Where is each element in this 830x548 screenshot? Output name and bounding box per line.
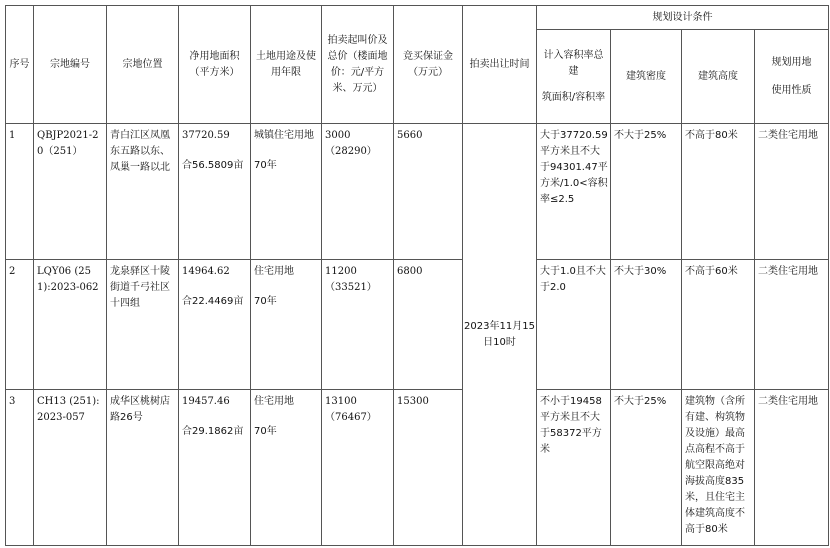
header-start-price: 拍卖起叫价及总价（楼面地价：元/平方米、万元） [322, 6, 394, 124]
price-total: （33521） [325, 282, 377, 293]
area-value: 19457.46 [182, 396, 230, 407]
row-price [322, 260, 394, 390]
use-years: 70年 [254, 296, 277, 307]
header-seq: 序号 [6, 6, 34, 124]
header-far: 计入容积率总建 筑面积/容积率 [537, 30, 611, 124]
header-planning-conditions: 规划设计条件 [537, 6, 829, 30]
row-price [322, 390, 394, 546]
table-row [6, 260, 829, 390]
area-value: 37720.59 [182, 130, 230, 141]
header-land-use: 规划用地 使用性质 [755, 30, 829, 124]
price-value: 11200 [325, 266, 357, 277]
row-density: 不大于30% [611, 260, 682, 390]
row-seq: 1 [6, 124, 34, 260]
row-location: 青白江区凤凰东五路以东、凤巢一路以北 [107, 124, 179, 260]
row-area [179, 390, 251, 546]
header-location: 宗地位置 [107, 6, 179, 124]
row-area [179, 124, 251, 260]
row-use [251, 124, 322, 260]
row-use [251, 390, 322, 546]
header-code: 宗地编号 [34, 6, 107, 124]
row-code: QBJP2021-20（251） [34, 124, 107, 260]
row-height: 不高于60米 [682, 260, 755, 390]
row-height: 建筑物（含所有建、构筑物及设施）最高点高程不高于航空限高绝对海拔高度835米，且住宅主体建筑高度不高于80米 [682, 390, 755, 546]
price-value: 3000 [325, 130, 351, 141]
row-area [179, 260, 251, 390]
use-years: 70年 [254, 426, 277, 437]
row-deposit: 6800 [394, 260, 463, 390]
row-deposit: 15300 [394, 390, 463, 546]
header-area: 净用地面积（平方米） [179, 6, 251, 124]
area-mu: 合29.1862亩 [182, 426, 244, 437]
price-total: （28290） [325, 146, 377, 157]
row-location: 成华区桃树店路26号 [107, 390, 179, 546]
header-auction-time: 拍卖出让时间 [463, 6, 537, 124]
row-code: LQY06 (251):2023-062 [34, 260, 107, 390]
area-mu: 合56.5809亩 [182, 160, 244, 171]
row-land-use: 二类住宅用地 [755, 124, 829, 260]
row-far: 大于37720.59平方米且不大于94301.47平方米/1.0<容积率≤2.5 [537, 124, 611, 260]
auction-time: 2023年11月15日10时 [463, 124, 537, 546]
row-code: CH13 (251):2023-057 [34, 390, 107, 546]
header-density: 建筑密度 [611, 30, 682, 124]
row-seq: 3 [6, 390, 34, 546]
area-value: 14964.62 [182, 266, 230, 277]
row-land-use: 二类住宅用地 [755, 390, 829, 546]
row-deposit: 5660 [394, 124, 463, 260]
row-density: 不大于25% [611, 124, 682, 260]
row-far: 不小于19458平方米且不大于58372平方米 [537, 390, 611, 546]
row-seq: 2 [6, 260, 34, 390]
area-mu: 合22.4469亩 [182, 296, 244, 307]
row-land-use: 二类住宅用地 [755, 260, 829, 390]
use-years: 70年 [254, 160, 277, 171]
header-use: 土地用途及使用年限 [251, 6, 322, 124]
land-auction-table [5, 5, 829, 546]
row-density: 不大于25% [611, 390, 682, 546]
price-value: 13100 [325, 396, 357, 407]
row-use [251, 260, 322, 390]
use-value: 住宅用地 [254, 396, 294, 407]
row-far: 大于1.0且不大于2.0 [537, 260, 611, 390]
row-price [322, 124, 394, 260]
table-row [6, 390, 829, 546]
header-deposit: 竞买保证金（万元） [394, 6, 463, 124]
row-location: 龙泉驿区十陵街道千弓社区十四组 [107, 260, 179, 390]
table-row [6, 124, 829, 260]
header-row-top [6, 6, 829, 30]
header-height: 建筑高度 [682, 30, 755, 124]
row-height: 不高于80米 [682, 124, 755, 260]
use-value: 住宅用地 [254, 266, 294, 277]
price-total: （76467） [325, 412, 377, 423]
use-value: 城镇住宅用地 [254, 130, 314, 141]
